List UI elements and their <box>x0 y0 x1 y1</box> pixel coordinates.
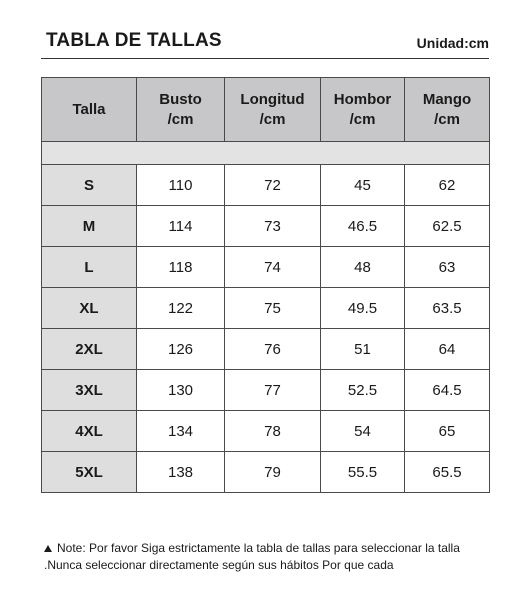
size-label-cell: M <box>42 206 137 247</box>
measurement-cell: 63 <box>405 247 490 288</box>
measurement-cell: 79 <box>225 452 321 493</box>
measurement-cell: 130 <box>137 370 225 411</box>
measurement-cell: 134 <box>137 411 225 452</box>
measurement-cell: 63.5 <box>405 288 490 329</box>
measurement-cell: 65 <box>405 411 490 452</box>
note-text: Note: Por favor Siga estrictamente la tabla de tallas para seleccionar la talla .Nunca seleccionar directamente según sus hábitos Por que cada <box>44 541 460 572</box>
size-table <box>41 77 490 493</box>
measurement-cell: 49.5 <box>321 288 405 329</box>
size-label-cell: L <box>42 247 137 288</box>
measurement-cell: 48 <box>321 247 405 288</box>
measurement-cell: 114 <box>137 206 225 247</box>
unit-label: Unidad:cm <box>416 35 489 51</box>
table-row <box>42 165 490 206</box>
size-label-cell: 4XL <box>42 411 137 452</box>
measurement-cell: 76 <box>225 329 321 370</box>
table-row <box>42 370 490 411</box>
page-title: TABLA DE TALLAS <box>46 30 222 51</box>
table-row <box>42 329 490 370</box>
table-row <box>42 452 490 493</box>
triangle-up-icon <box>44 545 52 552</box>
measurement-cell: 64.5 <box>405 370 490 411</box>
size-label-cell: XL <box>42 288 137 329</box>
spacer-row <box>42 142 490 165</box>
measurement-cell: 62 <box>405 165 490 206</box>
column-header-longitud: Longitud /cm <box>225 78 321 142</box>
size-label-cell: S <box>42 165 137 206</box>
measurement-cell: 54 <box>321 411 405 452</box>
measurement-cell: 110 <box>137 165 225 206</box>
measurement-cell: 72 <box>225 165 321 206</box>
measurement-cell: 62.5 <box>405 206 490 247</box>
column-header-mango: Mango /cm <box>405 78 490 142</box>
header-row <box>42 78 490 142</box>
header <box>41 28 489 59</box>
size-label-cell: 3XL <box>42 370 137 411</box>
measurement-cell: 73 <box>225 206 321 247</box>
table-row <box>42 206 490 247</box>
measurement-cell: 46.5 <box>321 206 405 247</box>
measurement-cell: 77 <box>225 370 321 411</box>
measurement-cell: 138 <box>137 452 225 493</box>
measurement-cell: 64 <box>405 329 490 370</box>
measurement-cell: 51 <box>321 329 405 370</box>
measurement-cell: 45 <box>321 165 405 206</box>
measurement-cell: 52.5 <box>321 370 405 411</box>
table-row <box>42 247 490 288</box>
column-header-hombor: Hombor /cm <box>321 78 405 142</box>
size-label-cell: 2XL <box>42 329 137 370</box>
measurement-cell: 126 <box>137 329 225 370</box>
measurement-cell: 122 <box>137 288 225 329</box>
size-label-cell: 5XL <box>42 452 137 493</box>
measurement-cell: 74 <box>225 247 321 288</box>
note <box>44 540 494 574</box>
measurement-cell: 75 <box>225 288 321 329</box>
measurement-cell: 78 <box>225 411 321 452</box>
table-row <box>42 411 490 452</box>
table-row <box>42 288 490 329</box>
measurement-cell: 118 <box>137 247 225 288</box>
measurement-cell: 55.5 <box>321 452 405 493</box>
measurement-cell: 65.5 <box>405 452 490 493</box>
column-header-talla: Talla <box>42 78 137 142</box>
column-header-busto: Busto /cm <box>137 78 225 142</box>
